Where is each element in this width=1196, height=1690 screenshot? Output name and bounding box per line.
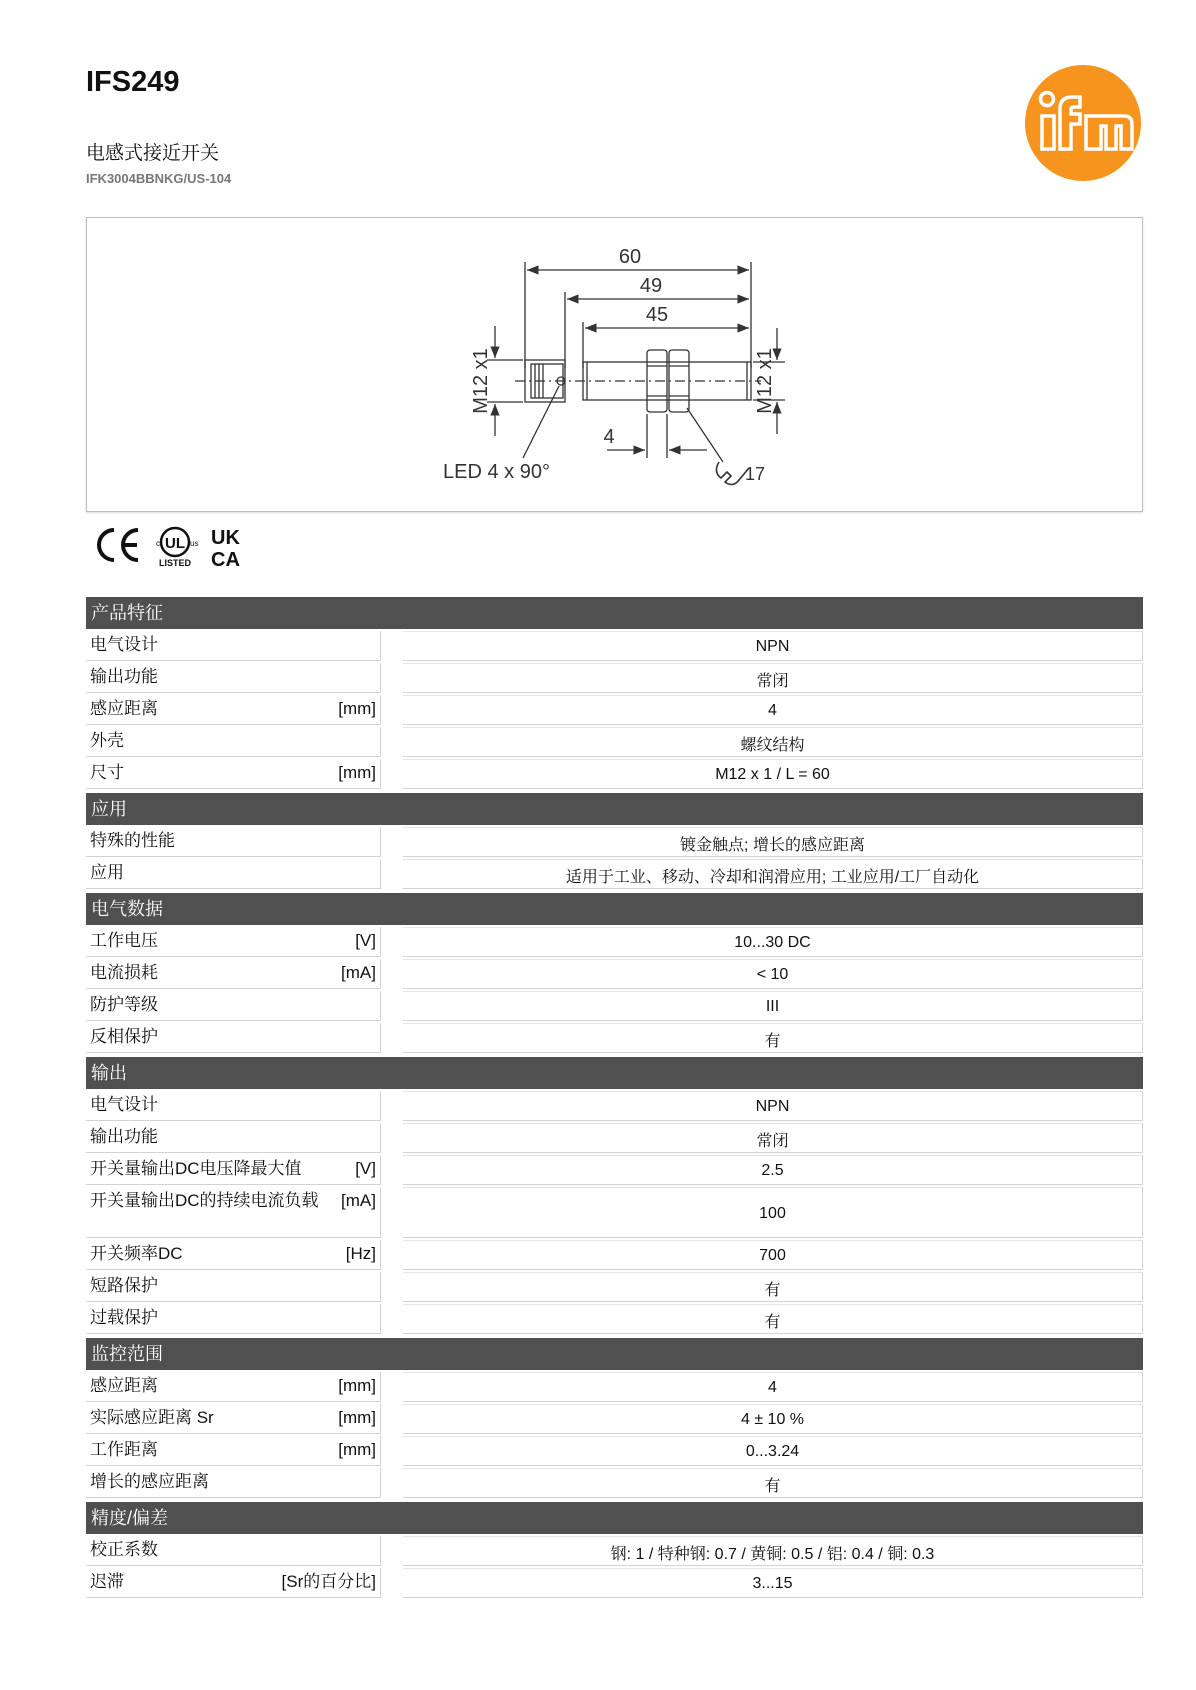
spec-unit: [V] bbox=[355, 931, 376, 950]
svg-text:CA: CA bbox=[211, 549, 240, 571]
section-header: 电气数据 bbox=[86, 893, 1143, 925]
spec-label-cell bbox=[86, 1304, 381, 1334]
article-code: IFK3004BBNKG/US-104 bbox=[86, 171, 232, 186]
spec-label: 校正系数 bbox=[90, 1540, 158, 1559]
sensor-drawing bbox=[87, 218, 1144, 513]
spec-label: 短路保护 bbox=[90, 1276, 158, 1295]
section-header: 应用 bbox=[86, 793, 1143, 825]
spec-value: 镀金触点; 增长的感应距离 bbox=[403, 827, 1143, 857]
table-row bbox=[86, 727, 1143, 757]
ce-mark-icon bbox=[99, 530, 138, 560]
spec-label-cell bbox=[86, 959, 381, 989]
spec-label-cell bbox=[86, 1436, 381, 1466]
spec-value: NPN bbox=[403, 1091, 1143, 1121]
table-row bbox=[86, 959, 1143, 989]
section-header: 输出 bbox=[86, 1057, 1143, 1089]
table-row bbox=[86, 859, 1143, 889]
table-row bbox=[86, 759, 1143, 789]
certification-marks bbox=[92, 522, 272, 572]
svg-text:LISTED: LISTED bbox=[158, 558, 192, 568]
spec-value: 4 ± 10 % bbox=[403, 1404, 1143, 1434]
spec-label: 反相保护 bbox=[90, 1027, 158, 1046]
ul-listed-icon bbox=[156, 528, 198, 568]
spec-label-cell bbox=[86, 1091, 381, 1121]
spec-unit: [mm] bbox=[338, 763, 376, 782]
spec-value: 常闭 bbox=[403, 663, 1143, 693]
spec-value: 700 bbox=[403, 1240, 1143, 1270]
spec-label-cell bbox=[86, 1468, 381, 1498]
table-row bbox=[86, 695, 1143, 725]
spec-label: 感应距离 bbox=[90, 699, 158, 718]
table-row bbox=[86, 927, 1143, 957]
spec-label-cell bbox=[86, 663, 381, 693]
spec-value: III bbox=[403, 991, 1143, 1021]
spec-label: 电气设计 bbox=[90, 1095, 158, 1114]
spec-value: 3...15 bbox=[403, 1568, 1143, 1598]
table-row bbox=[86, 1240, 1143, 1270]
spec-label: 外壳 bbox=[90, 731, 124, 750]
thread-left-label: M12 x1 bbox=[470, 348, 492, 414]
spec-value: 有 bbox=[403, 1468, 1143, 1498]
spec-value: 10...30 DC bbox=[403, 927, 1143, 957]
spec-unit: [mm] bbox=[338, 699, 376, 718]
spec-label-cell bbox=[86, 1568, 381, 1598]
spec-label-cell bbox=[86, 1536, 381, 1566]
table-row bbox=[86, 1023, 1143, 1053]
spec-label: 特殊的性能 bbox=[90, 831, 175, 850]
section-header: 精度/偏差 bbox=[86, 1502, 1143, 1534]
table-row bbox=[86, 1123, 1143, 1153]
spec-value: M12 x 1 / L = 60 bbox=[403, 759, 1143, 789]
spec-label: 增长的感应距离 bbox=[90, 1472, 209, 1491]
dim-60-label: 60 bbox=[618, 246, 642, 268]
spec-unit: [mm] bbox=[338, 1376, 376, 1395]
spec-label-cell bbox=[86, 1155, 381, 1185]
spec-unit: [Sr的百分比] bbox=[281, 1572, 376, 1591]
dimension-drawing bbox=[86, 217, 1143, 512]
spec-label-cell bbox=[86, 859, 381, 889]
spec-value: 有 bbox=[403, 1304, 1143, 1334]
svg-text:c: c bbox=[156, 539, 160, 548]
spec-label-cell bbox=[86, 1240, 381, 1270]
spec-label-cell bbox=[86, 727, 381, 757]
spec-label: 电流损耗 bbox=[90, 963, 158, 982]
ukca-mark-icon bbox=[211, 527, 240, 571]
dim-49-label: 49 bbox=[639, 275, 663, 297]
spec-label: 迟滞 bbox=[90, 1572, 124, 1591]
spec-label-cell bbox=[86, 1372, 381, 1402]
ifm-logo bbox=[1024, 64, 1142, 182]
spec-label: 开关量输出DC的持续电流负载 bbox=[90, 1191, 319, 1210]
spec-value: 100 bbox=[403, 1187, 1143, 1238]
section-header: 监控范围 bbox=[86, 1338, 1143, 1370]
spec-value: 螺纹结构 bbox=[403, 727, 1143, 757]
spec-label-cell bbox=[86, 1023, 381, 1053]
spec-label: 工作距离 bbox=[90, 1440, 158, 1459]
table-row bbox=[86, 1404, 1143, 1434]
spec-label: 防护等级 bbox=[90, 995, 158, 1014]
product-type: 电感式接近开关 bbox=[86, 143, 220, 164]
spec-label: 感应距离 bbox=[90, 1376, 158, 1395]
spec-unit: [mA] bbox=[341, 1191, 376, 1210]
table-row bbox=[86, 1091, 1143, 1121]
spec-value: < 10 bbox=[403, 959, 1143, 989]
spec-value: 常闭 bbox=[403, 1123, 1143, 1153]
dim-45-label: 45 bbox=[645, 304, 669, 326]
spec-label: 开关量输出DC电压降最大值 bbox=[90, 1159, 302, 1178]
spec-unit: [Hz] bbox=[345, 1244, 376, 1263]
spec-label: 过载保护 bbox=[90, 1308, 158, 1327]
table-row bbox=[86, 1568, 1143, 1598]
table-row bbox=[86, 1468, 1143, 1498]
spec-label: 输出功能 bbox=[90, 1127, 158, 1146]
spec-label-cell bbox=[86, 695, 381, 725]
spec-label: 实际感应距离 Sr bbox=[90, 1408, 214, 1427]
spec-unit: [mm] bbox=[338, 1440, 376, 1459]
table-row bbox=[86, 1536, 1143, 1566]
table-row bbox=[86, 1304, 1143, 1334]
table-row bbox=[86, 631, 1143, 661]
spec-label-cell bbox=[86, 991, 381, 1021]
spec-value: NPN bbox=[403, 631, 1143, 661]
spec-value: 4 bbox=[403, 1372, 1143, 1402]
spec-label-cell bbox=[86, 759, 381, 789]
table-row bbox=[86, 1372, 1143, 1402]
spec-label-cell bbox=[86, 1404, 381, 1434]
svg-text:us: us bbox=[190, 539, 199, 548]
led-label: LED 4 x 90° bbox=[443, 461, 550, 483]
spec-label: 尺寸 bbox=[90, 763, 124, 782]
spec-label: 输出功能 bbox=[90, 667, 158, 686]
spec-value: 2.5 bbox=[403, 1155, 1143, 1185]
spec-value: 有 bbox=[403, 1023, 1143, 1053]
spec-value: 钢: 1 / 特种钢: 0.7 / 黄铜: 0.5 / 铝: 0.4 / 铜: 0.3 bbox=[403, 1536, 1143, 1566]
spec-label: 电气设计 bbox=[90, 635, 158, 654]
table-row bbox=[86, 991, 1143, 1021]
table-row bbox=[86, 1187, 1143, 1238]
spec-label-cell bbox=[86, 1123, 381, 1153]
table-row bbox=[86, 663, 1143, 693]
dim-4-label: 4 bbox=[603, 426, 615, 448]
table-row bbox=[86, 827, 1143, 857]
spec-label: 开关频率DC bbox=[90, 1244, 183, 1263]
spec-value: 4 bbox=[403, 695, 1143, 725]
spec-label-cell bbox=[86, 927, 381, 957]
spec-unit: [V] bbox=[355, 1159, 376, 1178]
wrench-size-label: 17 bbox=[745, 464, 766, 484]
section-header: 产品特征 bbox=[86, 597, 1143, 629]
spec-unit: [mA] bbox=[341, 963, 376, 982]
spec-label-cell bbox=[86, 631, 381, 661]
spec-label-cell bbox=[86, 1272, 381, 1302]
spec-value: 0...3.24 bbox=[403, 1436, 1143, 1466]
table-row bbox=[86, 1436, 1143, 1466]
svg-text:UK: UK bbox=[211, 527, 240, 549]
table-row bbox=[86, 1155, 1143, 1185]
thread-right-label: M12 x1 bbox=[754, 348, 776, 414]
spec-label: 应用 bbox=[90, 863, 124, 882]
spec-label-cell bbox=[86, 827, 381, 857]
table-row bbox=[86, 1272, 1143, 1302]
product-title: IFS249 bbox=[86, 66, 180, 98]
svg-text:UL: UL bbox=[165, 535, 185, 552]
spec-label-cell bbox=[86, 1187, 381, 1238]
spec-label: 工作电压 bbox=[90, 931, 158, 950]
specification-table bbox=[86, 597, 1143, 1598]
spec-value: 有 bbox=[403, 1272, 1143, 1302]
spec-value: 适用于工业、移动、冷却和润滑应用; 工业应用/工厂自动化 bbox=[403, 859, 1143, 889]
spec-unit: [mm] bbox=[338, 1408, 376, 1427]
